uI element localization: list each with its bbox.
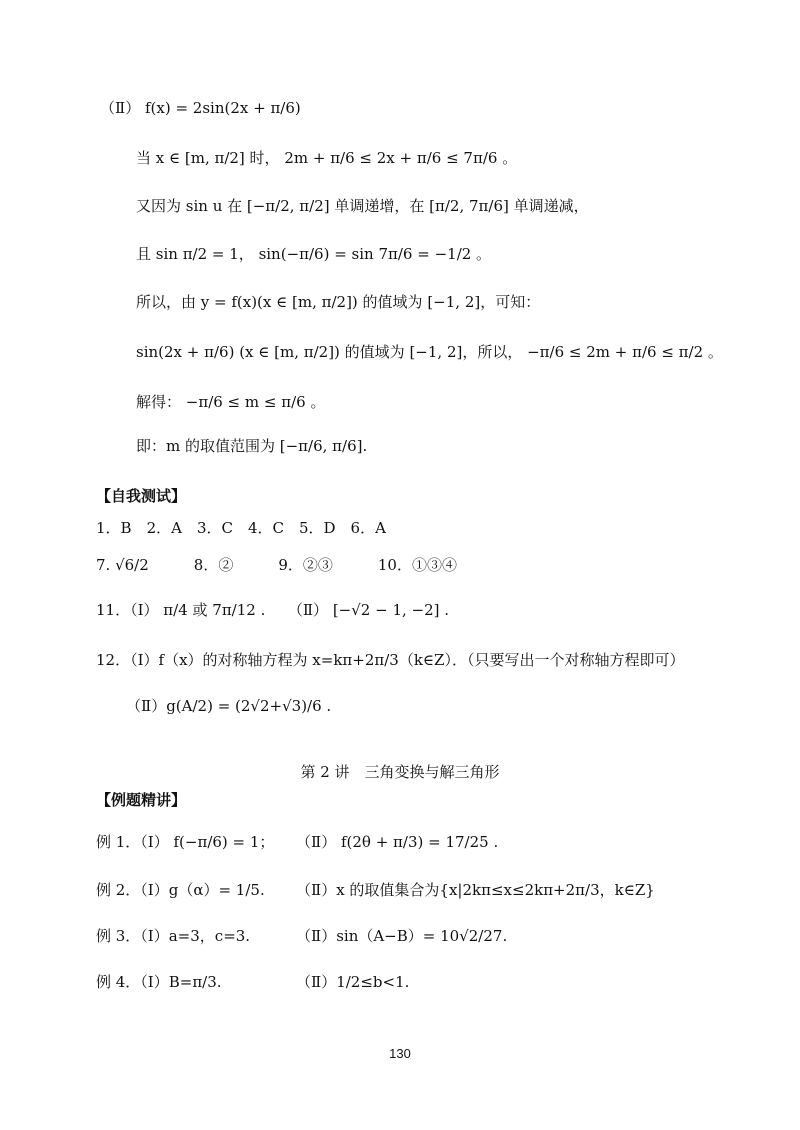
example-4-part2: （Ⅱ）1/2≤b<1. bbox=[296, 973, 410, 991]
example-4-part1: 例 4．（Ⅰ）B=π/3. bbox=[96, 973, 222, 991]
part2-line-5: 所以，由 y = f(x)(x ∈ [m, π/2]) 的值域为 [−1, 2]，可知： bbox=[136, 293, 541, 311]
answer-11: 11．（Ⅰ） π/4 或 7π/12 . （Ⅱ） [−√2 − 1, −2] . bbox=[96, 601, 450, 619]
page-number: 130 bbox=[389, 1046, 411, 1061]
answer-12-part1: 12．（Ⅰ）f（x）的对称轴方程为 x=kπ+2π/3（k∈Z）．（只要写出一个对称轴方程即可） bbox=[96, 651, 685, 669]
example-2-part2: （Ⅱ）x 的取值集合为{x|2kπ≤x≤2kπ+2π/3，k∈Z} bbox=[296, 881, 655, 899]
part2-line-2: 当 x ∈ [m, π/2] 时， 2m + π/6 ≤ 2x + π/6 ≤ 7π/6 。 bbox=[136, 149, 518, 167]
example-1-part2: （Ⅱ） f(2θ + π/3) = 17/25 . bbox=[296, 833, 499, 851]
example-1-part1: 例 1．（Ⅰ） f(−π/6) = 1； bbox=[96, 833, 275, 851]
part2-line-7: 解得： −π/6 ≤ m ≤ π/6 。 bbox=[136, 393, 326, 411]
example-3-part1: 例 3．（Ⅰ）a=3，c=3. bbox=[96, 927, 251, 945]
part2-line-6: sin(2x + π/6) (x ∈ [m, π/2]) 的值域为 [−1, 2]，所以， −π/6 ≤ 2m + π/6 ≤ π/2 。 bbox=[136, 343, 723, 361]
examples-header: 【例题精讲】 bbox=[96, 791, 187, 809]
part2-line-1: （Ⅱ） f(x) = 2sin(2x + π/6) bbox=[100, 99, 301, 117]
self-test-header: 【自我测试】 bbox=[96, 487, 187, 505]
answer-12-part2: （Ⅱ）g(A/2) = (2√2+√3)/6 . bbox=[126, 697, 332, 715]
part2-line-3: 又因为 sin u 在 [−π/2, π/2] 单调递增，在 [π/2, 7π/6] 单调递减， bbox=[136, 197, 589, 215]
answers-1-6: 1．B 2．A 3．C 4．C 5．D 6．A bbox=[96, 519, 386, 537]
part2-line-4: 且 sin π/2 = 1， sin(−π/6) = sin 7π/6 = −1/2 。 bbox=[136, 245, 492, 263]
example-3-part2: （Ⅱ）sin（A−B）= 10√2/27. bbox=[296, 927, 508, 945]
answers-7-10: 7. √6/2 8．② 9．②③ 10．①③④ bbox=[96, 556, 457, 574]
example-2-part1: 例 2．（Ⅰ）g（α）= 1/5. bbox=[96, 881, 265, 899]
part2-line-8: 即：m 的取值范围为 [−π/6, π/6]. bbox=[136, 437, 368, 455]
lecture-title: 第 2 讲 三角变换与解三角形 bbox=[300, 763, 500, 781]
